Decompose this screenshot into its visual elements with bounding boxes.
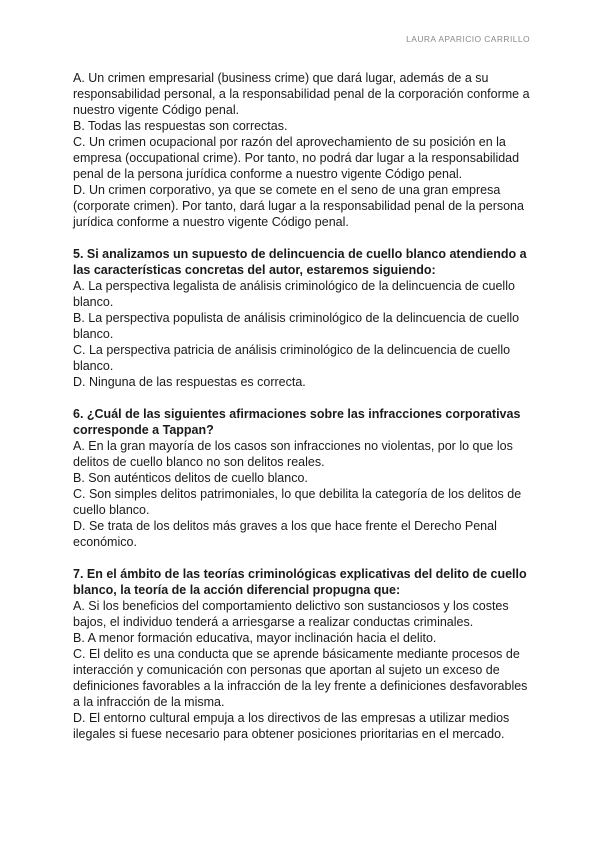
option-d: D. Ninguna de las respuestas es correcta. [73, 375, 306, 389]
option-d: D. Un crimen corporativo, ya que se comete en el seno de una gran empresa (corporate crimen). Por tanto, dará lugar a la responsabilidad penal de la persona jurídica conforme a nuestro vigente Código penal. [73, 183, 524, 229]
question-5 [73, 246, 533, 390]
option-a: A. Un crimen empresarial (business crime) que dará lugar, además de a su responsabilidad personal, a la responsabilidad penal de la corporación conforme a nuestro vigente Código penal. [73, 71, 530, 117]
option-c: C. Son simples delitos patrimoniales, lo que debilita la categoría de los delitos de cuello blanco. [73, 487, 522, 517]
option-b: B. Son auténticos delitos de cuello blanco. [73, 471, 308, 485]
option-a: A. Si los beneficios del comportamiento delictivo son sustanciosos y los costes bajos, el individuo tenderá a arriesgarse a realizar conductas criminales. [73, 599, 509, 629]
question-7 [73, 566, 533, 742]
option-b: B. La perspectiva populista de análisis criminológico de la delincuencia de cuello blanco. [73, 311, 520, 341]
document-body [73, 70, 533, 758]
option-d: D. El entorno cultural empuja a los directivos de las empresas a utilizar medios ilegales si fuese necesario para obtener posiciones prioritarias en el mercado. [73, 711, 510, 741]
option-c: C. El delito es una conducta que se aprende básicamente mediante procesos de interacción y comunicación con personas que aportan al sujeto un exceso de definiciones favorables a la infracción de la ley frente a definiciones desfavorables a la infracción de la misma. [73, 647, 528, 709]
intro-options [73, 70, 533, 230]
question-title: 5. Si analizamos un supuesto de delincuencia de cuello blanco atendiendo a las características concretas del autor, estaremos siguiendo: [73, 247, 527, 277]
header-author: LAURA APARICIO CARRILLO [406, 34, 530, 44]
question-title: 7. En el ámbito de las teorías criminológicas explicativas del delito de cuello blanco, la teoría de la acción diferencial propugna que: [73, 567, 527, 597]
question-6 [73, 406, 533, 550]
option-d: D. Se trata de los delitos más graves a los que hace frente el Derecho Penal económico. [73, 519, 497, 549]
option-a: A. La perspectiva legalista de análisis criminológico de la delincuencia de cuello blanco. [73, 279, 515, 309]
option-c: C. La perspectiva patricia de análisis criminológico de la delincuencia de cuello blanco. [73, 343, 511, 373]
option-b: B. Todas las respuestas son correctas. [73, 119, 288, 133]
option-c: C. Un crimen ocupacional por razón del aprovechamiento de su posición en la empresa (occupational crime). Por tanto, no podrá dar lugar a la responsabilidad penal de la persona jurídica conforme a nuestro vigente Código penal. [73, 135, 520, 181]
option-a: A. En la gran mayoría de los casos son infracciones no violentas, por lo que los delitos de cuello blanco no son delitos reales. [73, 439, 513, 469]
question-title: 6. ¿Cuál de las siguientes afirmaciones sobre las infracciones corporativas corresponde a Tappan? [73, 407, 521, 437]
option-b: B. A menor formación educativa, mayor inclinación hacia el delito. [73, 631, 437, 645]
